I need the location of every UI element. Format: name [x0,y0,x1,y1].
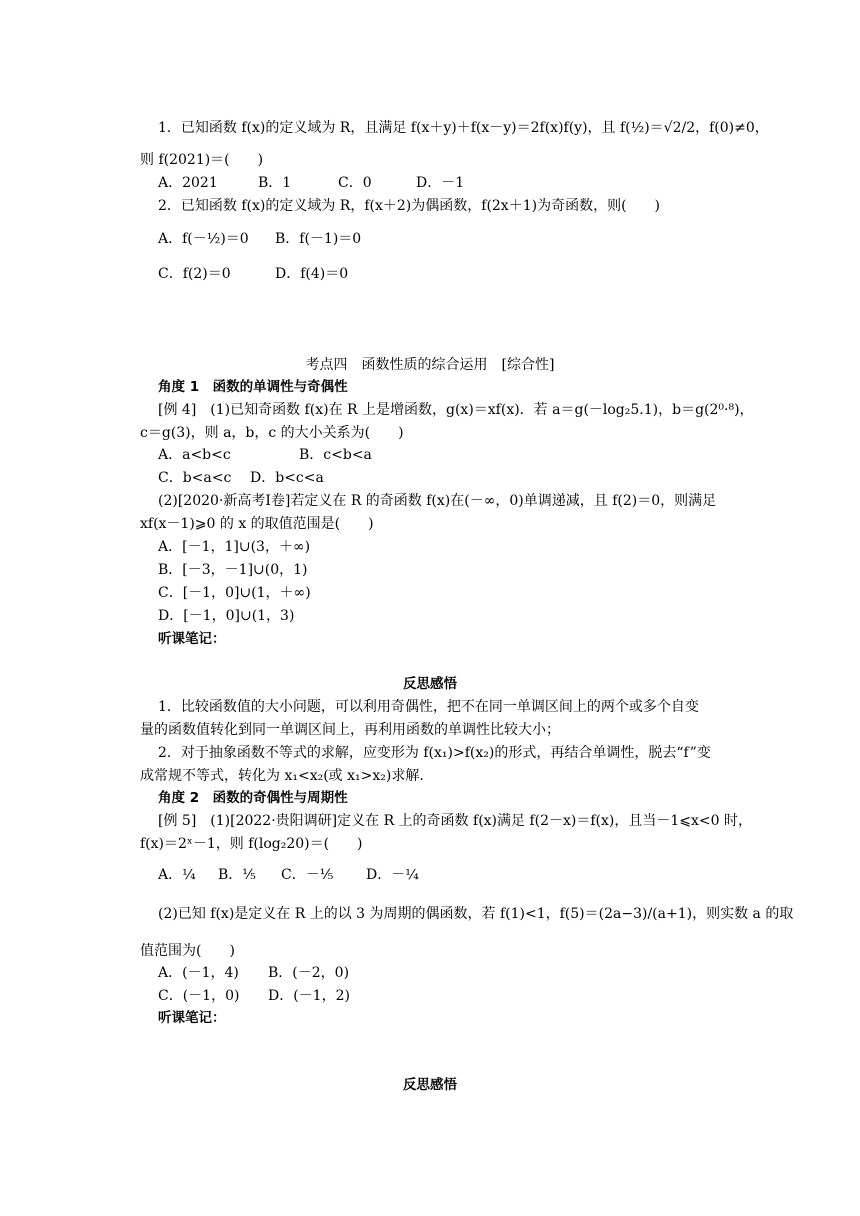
q1-option-b: B．1 [258,175,292,191]
ex4-2-option-a: A．[－1，1]∪(3，＋∞) [158,539,311,555]
q1-option-d: D．－1 [416,175,465,191]
q1-option-a: A．2021 [158,175,218,191]
ex5-option-c: C．－⅕ [281,867,334,883]
ex5-2-option-c: C．(－1，0) [158,988,240,1004]
ex5-2-line2: 值范围为( ) [140,943,235,959]
reflection1-p1-line2: 量的函数值转化到同一单调区间上，再利用函数的单调性比较大小； [140,722,560,738]
ex4-2-option-b: B．[－3，－1]∪(0，1) [158,562,308,578]
ex4-option-c: C．b<a<c [158,470,232,486]
ex5-2-option-b: B．(－2，0) [268,965,350,981]
ex5-2-option-a: A．(－1，4) [158,965,239,981]
q2-option-c: C．f(2)＝0 [158,266,231,282]
ex5-line1: [例 5] (1)[2022·贵阳调研]定义在 R 上的奇函数 f(x)满足 f(2－x)＝f(x)，且当－1⩽x<0 时， [158,813,752,829]
ex4-line2: c＝g(3)，则 a，b，c 的大小关系为( ) [140,425,404,441]
angle1-heading: 角度 1 函数的单调性与奇偶性 [158,379,348,395]
ex4-2-line2: xf(x－1)⩾0 的 x 的取值范围是( ) [140,516,374,532]
reflection-title-2: 反思感悟 [403,1077,457,1093]
reflection1-p2-line2: 成常规不等式，转化为 x₁<x₂(或 x₁>x₂)求解. [140,768,424,784]
angle2-heading: 角度 2 函数的奇偶性与周期性 [158,790,348,806]
ex4-option-b: B．c<b<a [299,447,372,463]
section-title: 考点四 函数性质的综合运用 [综合性] [305,357,555,373]
ex5-option-d: D．－¼ [366,867,419,883]
q2-option-d: D．f(4)＝0 [275,266,349,282]
q2-option-a: A．f(－½)＝0 [158,231,249,247]
ex5-option-a: A．¼ [158,867,196,883]
reflection-title: 反思感悟 [403,676,457,692]
ex5-2-line1: (2)已知 f(x)是定义在 R 上的以 3 为周期的偶函数，若 f(1)<1，f(5)＝(2a−3)/(a+1)，则实数 a 的取 [158,906,794,922]
q2-line1: 2．已知函数 f(x)的定义域为 R，f(x＋2)为偶函数，f(2x＋1)为奇函数，则( ) [158,198,660,214]
q2-option-b: B．f(－1)＝0 [275,231,362,247]
ex4-2-option-c: C．[－1，0]∪(1，＋∞) [158,585,311,601]
ex4-option-a: A．a<b<c [158,447,231,463]
ex4-2-line1: (2)[2020·新高考Ⅰ卷]若定义在 R 的奇函数 f(x)在(－∞，0)单调递减，且 f(2)＝0，则满足 [158,493,717,509]
q1-line2: 则 f(2021)＝( ) [140,152,264,168]
ex5-option-b: B．⅕ [218,867,256,883]
ex5-line2: f(x)＝2ˣ－1，则 f(log₂20)＝( ) [140,836,363,852]
ex4-line1: [例 4] (1)已知奇函数 f(x)在 R 上是增函数，g(x)＝xf(x)．若 a＝g(－log₂5.1)，b＝g(2⁰·⁸)， [158,402,754,418]
ex4-option-d: D．b<c<a [250,470,324,486]
q1-line1: 1．已知函数 f(x)的定义域为 R，且满足 f(x＋y)＋f(x－y)＝2f(x)f(y)，且 f(½)＝√2/2，f(0)≠0， [158,120,769,136]
reflection1-p1-line1: 1．比较函数值的大小问题，可以利用奇偶性，把不在同一单调区间上的两个或多个自变 [158,699,699,715]
ex4-2-option-d: D．[－1，0]∪(1，3) [158,608,295,624]
notes-label-2: 听课笔记： [158,1010,226,1026]
notes-label: 听课笔记： [158,631,226,647]
q1-option-c: C．0 [338,175,372,191]
reflection1-p2-line1: 2．对于抽象函数不等式的求解，应变形为 f(x₁)>f(x₂)的形式，再结合单调性，脱去“f”变 [158,745,711,761]
ex5-2-option-d: D．(－1，2) [268,988,350,1004]
